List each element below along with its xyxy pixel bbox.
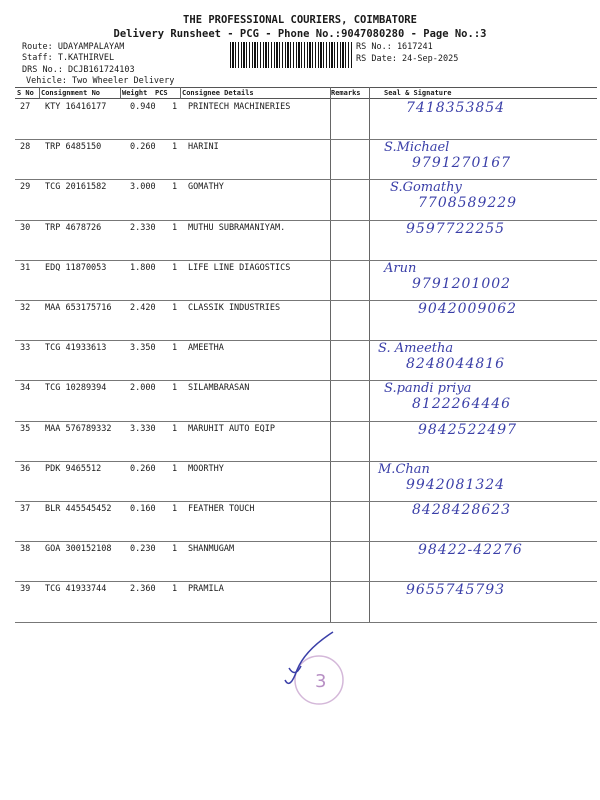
row-weight: 2.360 [130, 584, 156, 595]
signature-phone: 9942081324 [406, 476, 506, 493]
row-weight: 2.420 [130, 303, 156, 313]
row-weight: 0.160 [130, 504, 156, 514]
row-consignment: TCG 20161582 [45, 182, 107, 193]
row-weight: 0.230 [130, 544, 156, 555]
handwritten-signature [378, 341, 505, 372]
table-row [0, 180, 600, 220]
handwritten-signature [378, 462, 505, 493]
table-row [0, 582, 600, 622]
handwritten-signature [378, 100, 505, 116]
staff-label: Staff: T.KATHIRVEL [22, 53, 115, 63]
table-row [0, 422, 600, 462]
row-weight: 0.260 [130, 463, 156, 474]
stamp-text: 3 [315, 671, 327, 692]
row-weight: 3.330 [130, 423, 156, 434]
signature-phone: 9042009062 [418, 301, 518, 317]
table-row [0, 542, 600, 582]
col-consignment: Consignment No [41, 89, 101, 97]
row-consignee: GOMATHY [188, 182, 224, 193]
row-pcs: 1 [172, 262, 178, 273]
divider [180, 87, 181, 99]
row-weight: 2.000 [130, 383, 156, 394]
handwritten-signature [390, 422, 517, 438]
row-consignee: PRINTECH MACHINERIES [188, 102, 291, 112]
row-sno: 34 [20, 383, 31, 394]
row-pcs: 1 [172, 423, 178, 434]
row-sno: 27 [20, 102, 31, 112]
row-consignment: TCG 41933744 [45, 584, 107, 595]
row-weight: 1.800 [130, 262, 156, 273]
handwritten-signature [384, 140, 511, 171]
row-pcs: 1 [172, 182, 178, 193]
row-weight: 2.330 [130, 222, 156, 233]
row-pcs: 1 [172, 544, 178, 555]
row-consignee: SHANMUGAM [188, 544, 235, 555]
row-consignment: MAA 576789332 [45, 423, 112, 434]
row-consignee: CLASSIK INDUSTRIES [188, 303, 281, 313]
col-seal: Seal & Signature [384, 89, 452, 97]
handwritten-signature [390, 301, 517, 317]
row-weight: 3.350 [130, 343, 156, 354]
table-row [0, 502, 600, 542]
signature-name: S.Gomathy [390, 180, 462, 196]
row-sno: 37 [20, 504, 31, 514]
row-pcs: 1 [172, 343, 178, 354]
row-pcs: 1 [172, 383, 178, 394]
table-row [0, 341, 600, 381]
row-sno: 38 [20, 544, 31, 555]
table-row [0, 301, 600, 341]
signature-name: S.pandi priya [384, 381, 472, 397]
col-weight: Weight [122, 89, 148, 97]
route-label: Route: UDAYAMPALAYAM [22, 42, 125, 52]
stamp-seal [275, 630, 355, 710]
row-consignee: LIFE LINE DIAGOSTICS [188, 262, 291, 273]
signature-phone: 8428428623 [412, 502, 512, 518]
company-title: THE PROFESSIONAL COURIERS, COIMBATORE [183, 14, 417, 26]
divider [120, 87, 121, 99]
signature-phone: 9597722255 [406, 220, 506, 237]
row-consignment: EDQ 11870053 [45, 262, 107, 273]
runsheet-subtitle: Delivery Runsheet - PCG - Phone No.:9047080280 - Page No.:3 [113, 28, 487, 40]
signature-phone: 7418353854 [406, 100, 506, 116]
row-sno: 32 [20, 303, 31, 313]
signature-phone: 9655745793 [406, 582, 506, 599]
row-consignee: MARUHIT AUTO EQIP [188, 423, 275, 434]
row-consignee: HARINI [188, 142, 219, 153]
signature-phone: 9842522497 [418, 421, 518, 438]
col-sno: S No [17, 89, 34, 97]
row-sno: 31 [20, 262, 31, 273]
row-consignment: TRP 4678726 [45, 222, 102, 233]
divider [39, 87, 40, 99]
row-weight: 0.260 [130, 142, 156, 153]
handwritten-signature [384, 261, 511, 292]
row-consignment: TCG 41933613 [45, 343, 107, 354]
signature-phone: 7708589229 [418, 195, 518, 212]
row-consignment: PDK 9465512 [45, 463, 102, 474]
handwritten-signature [390, 180, 517, 211]
row-pcs: 1 [172, 102, 178, 112]
table-row [0, 381, 600, 421]
row-pcs: 1 [172, 504, 178, 514]
table-row [0, 100, 600, 140]
row-consignee: MUTHU SUBRAMANIYAM. [188, 222, 286, 233]
handwritten-signature [390, 542, 523, 558]
signature-name: S.Michael [384, 140, 450, 156]
table-row [0, 261, 600, 301]
signature-phone: 9791270167 [412, 155, 512, 172]
signature-phone: 8248044816 [406, 356, 506, 373]
handwritten-signature [378, 221, 505, 237]
row-consignment: TRP 6485150 [45, 142, 102, 153]
rs-number: RS No.: 1617241 [356, 42, 433, 52]
table-row [0, 140, 600, 180]
row-rule [15, 622, 597, 623]
row-consignment: MAA 653175716 [45, 303, 112, 313]
row-sno: 35 [20, 423, 31, 434]
vehicle-label: Vehicle: Two Wheeler Delivery [26, 76, 175, 86]
handwritten-signature [384, 381, 511, 412]
col-pcs: PCS [155, 89, 168, 97]
table-top-rule [15, 87, 597, 88]
row-consignment: TCG 10289394 [45, 383, 107, 394]
row-sno: 28 [20, 142, 31, 153]
row-consignee: SILAMBARASAN [188, 383, 250, 394]
table-row [0, 221, 600, 261]
row-sno: 36 [20, 463, 31, 474]
row-pcs: 1 [172, 222, 178, 233]
signature-name: Arun [384, 260, 417, 276]
row-consignee: FEATHER TOUCH [188, 504, 255, 514]
table-header-rule [15, 98, 597, 99]
handwritten-signature [378, 582, 505, 598]
row-pcs: 1 [172, 303, 178, 313]
signature-phone: 9791201002 [412, 275, 512, 292]
row-sno: 39 [20, 584, 31, 595]
drs-number: DRS No.: DCJB161724103 [22, 65, 135, 75]
row-consignee: PRAMILA [188, 584, 224, 595]
barcode [230, 42, 353, 68]
row-weight: 3.000 [130, 182, 156, 193]
row-pcs: 1 [172, 142, 178, 153]
row-consignment: BLR 445545452 [45, 504, 112, 514]
col-remarks: Remarks [331, 89, 361, 97]
rs-date: RS Date: 24-Sep-2025 [356, 54, 459, 64]
row-sno: 33 [20, 343, 31, 354]
table-row [0, 462, 600, 502]
row-consignment: KTY 16416177 [45, 102, 107, 112]
signature-phone: 98422-42276 [418, 542, 523, 559]
row-pcs: 1 [172, 584, 178, 595]
signature-name: M.Chan [378, 461, 430, 477]
signature-name: S. Ameetha [378, 341, 454, 357]
row-consignee: MOORTHY [188, 463, 224, 474]
col-consignee: Consignee Details [182, 89, 254, 97]
row-sno: 30 [20, 222, 31, 233]
row-consignee: AMEETHA [188, 343, 224, 354]
row-pcs: 1 [172, 463, 178, 474]
row-sno: 29 [20, 182, 31, 193]
row-weight: 0.940 [130, 102, 156, 112]
signature-phone: 8122264446 [412, 396, 512, 413]
row-consignment: GOA 300152108 [45, 544, 112, 555]
handwritten-signature [384, 502, 511, 518]
